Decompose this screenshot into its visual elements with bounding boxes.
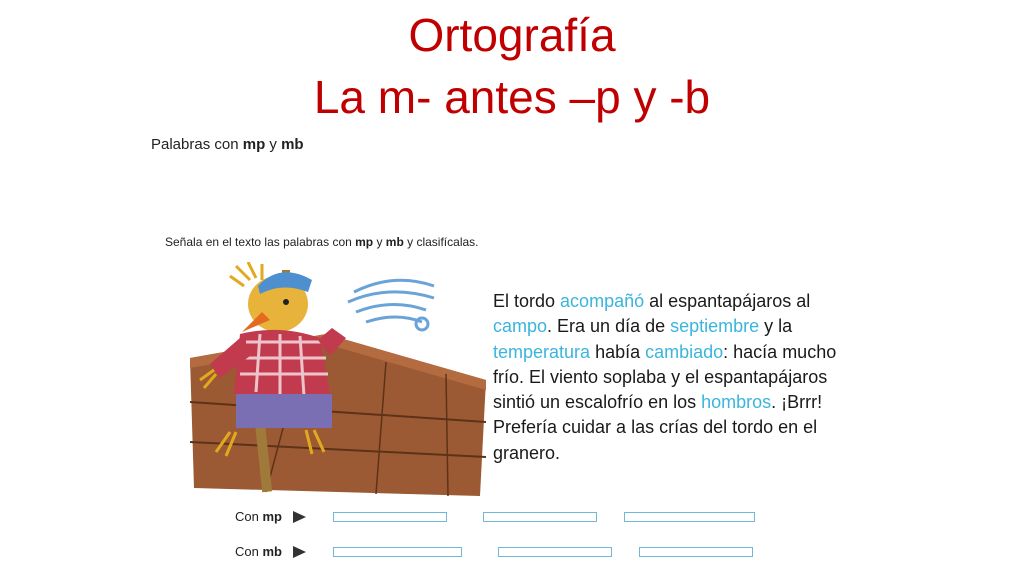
- scarecrow-illustration: [186, 262, 486, 496]
- answer-label-mb: [235, 544, 282, 559]
- instruction: [165, 235, 479, 249]
- answer-label-mp-bold: mp: [262, 509, 282, 524]
- story-text-4: y la: [759, 316, 793, 337]
- title-line-1: Ortografía: [408, 9, 616, 61]
- subheading: [151, 136, 304, 153]
- instruction-mb: mb: [385, 235, 404, 249]
- highlighted-word: acompañó: [560, 291, 645, 311]
- subheading-middle: y: [265, 136, 282, 153]
- answer-label-mb-prefix: Con: [235, 544, 263, 559]
- story-text-5: había: [590, 341, 646, 362]
- instruction-middle: y: [373, 235, 386, 249]
- highlighted-word: campo: [493, 316, 548, 337]
- subheading-mp: mp: [242, 136, 266, 153]
- answer-label-mp-prefix: Con: [235, 509, 263, 524]
- answer-field[interactable]: [333, 547, 462, 557]
- answer-field[interactable]: [639, 547, 753, 557]
- highlighted-word: hombros: [701, 392, 772, 413]
- title-line-2: La m- antes –p y -b: [313, 71, 711, 123]
- highlighted-word: cambiado: [645, 341, 724, 362]
- answer-field[interactable]: [333, 512, 447, 522]
- arrow-right-icon: [293, 546, 306, 558]
- story-text-7: . ¡Brrr! Prefería cuidar a las crías del tordo en el granero.: [493, 392, 823, 463]
- answer-label-mp: [235, 509, 282, 524]
- slide-title: [0, 4, 1024, 128]
- highlighted-word: septiembre: [670, 316, 760, 337]
- instruction-mp: mp: [355, 235, 374, 249]
- highlighted-word: temperatura: [493, 341, 591, 362]
- answer-label-mb-bold: mb: [262, 544, 282, 559]
- answer-row-mp: [235, 508, 775, 528]
- subheading-mb: mb: [281, 136, 304, 153]
- arrow-right-icon: [293, 511, 306, 523]
- instruction-suffix: y clasifícalas.: [403, 235, 479, 249]
- subheading-prefix: Palabras con: [151, 136, 243, 153]
- story-text-2: al espantapájaros al: [644, 291, 811, 311]
- story-text-3: . Era un día de: [547, 316, 671, 337]
- answer-field[interactable]: [483, 512, 597, 522]
- instruction-prefix: Señala en el texto las palabras con: [165, 235, 356, 249]
- story-text-6: : hacía mucho frío. El viento soplaba y el espantapájaros sintió un escalofrío en los: [493, 341, 837, 413]
- story-text: [493, 289, 843, 466]
- story-text-1: El tordo: [493, 291, 561, 311]
- answer-field[interactable]: [498, 547, 612, 557]
- answer-row-mb: [235, 543, 775, 563]
- answer-field[interactable]: [624, 512, 755, 522]
